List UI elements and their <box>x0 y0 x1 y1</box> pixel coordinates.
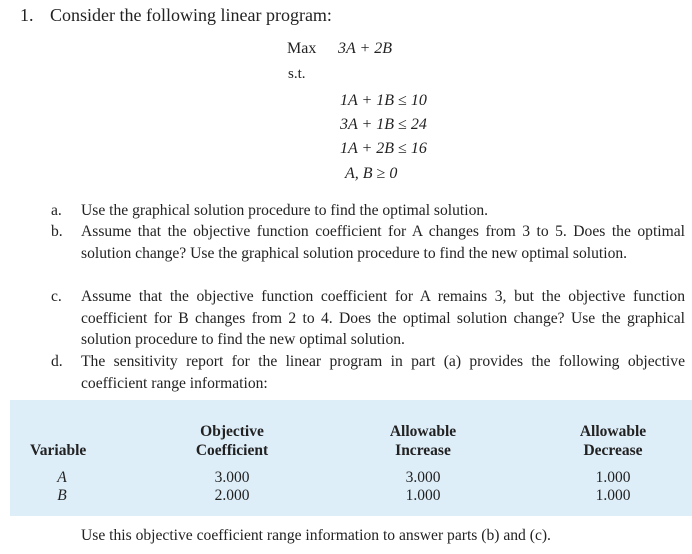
row-b-variable: B <box>57 487 67 504</box>
row-a-variable: A <box>57 469 67 486</box>
objective-label: Max <box>287 40 317 57</box>
part-c-text: Assume that the objective function coefficient for A remains 3, but the objective function coefficient for B changes from 2 to 4. Does the optimal solution change? Use the graphical solution procedure to find the new optimal solution. <box>81 288 685 348</box>
header-objective-coefficient-line1: Objective <box>200 423 264 440</box>
constraint-nonneg: A, B ≥ 0 <box>345 165 398 182</box>
part-a-label: a. <box>51 202 62 219</box>
question-number: 1. <box>20 5 34 25</box>
part-d-label: d. <box>51 353 63 370</box>
header-allowable-decrease-line2: Decrease <box>583 442 643 459</box>
constraint-2: 3A + 1B ≤ 24 <box>340 116 427 133</box>
constraint-3: 1A + 2B ≤ 16 <box>340 140 427 157</box>
closing-instruction: Use this objective coefficient range information to answer parts (b) and (c). <box>81 527 551 544</box>
part-b-label: b. <box>51 223 63 240</box>
part-a-text: Use the graphical solution procedure to find the optimal solution. <box>81 202 489 219</box>
header-allowable-increase-line1: Allowable <box>389 423 457 440</box>
row-a-allowable-increase: 3.000 <box>405 469 441 486</box>
row-b-allowable-increase: 1.000 <box>405 487 441 504</box>
sensitivity-table <box>10 400 692 516</box>
part-b-text: Assume that the objective function coefficient for A changes from 3 to 5. Does the optimal solution change? Use the graphical solution procedure to find the new optimal solution. <box>81 223 685 262</box>
header-allowable-increase-line2: Increase <box>395 442 451 459</box>
objective-function: 3A + 2B <box>338 40 393 57</box>
header-allowable-decrease-line1: Allowable <box>579 423 647 440</box>
part-d-text: The sensitivity report for the linear program in part (a) provides the following objective coefficient range information: <box>81 353 685 392</box>
header-objective-coefficient-line2: Coefficient <box>195 442 269 459</box>
header-variable: Variable <box>30 442 87 459</box>
row-b-allowable-decrease: 1.000 <box>595 487 631 504</box>
row-b-objective-coefficient: 2.000 <box>214 487 250 504</box>
row-a-allowable-decrease: 1.000 <box>595 469 631 486</box>
row-a-objective-coefficient: 3.000 <box>214 469 250 486</box>
constraint-1: 1A + 1B ≤ 10 <box>340 92 427 109</box>
question-intro: Consider the following linear program: <box>50 5 332 25</box>
part-c-label: c. <box>51 288 62 305</box>
subject-to-label: s.t. <box>288 66 306 82</box>
